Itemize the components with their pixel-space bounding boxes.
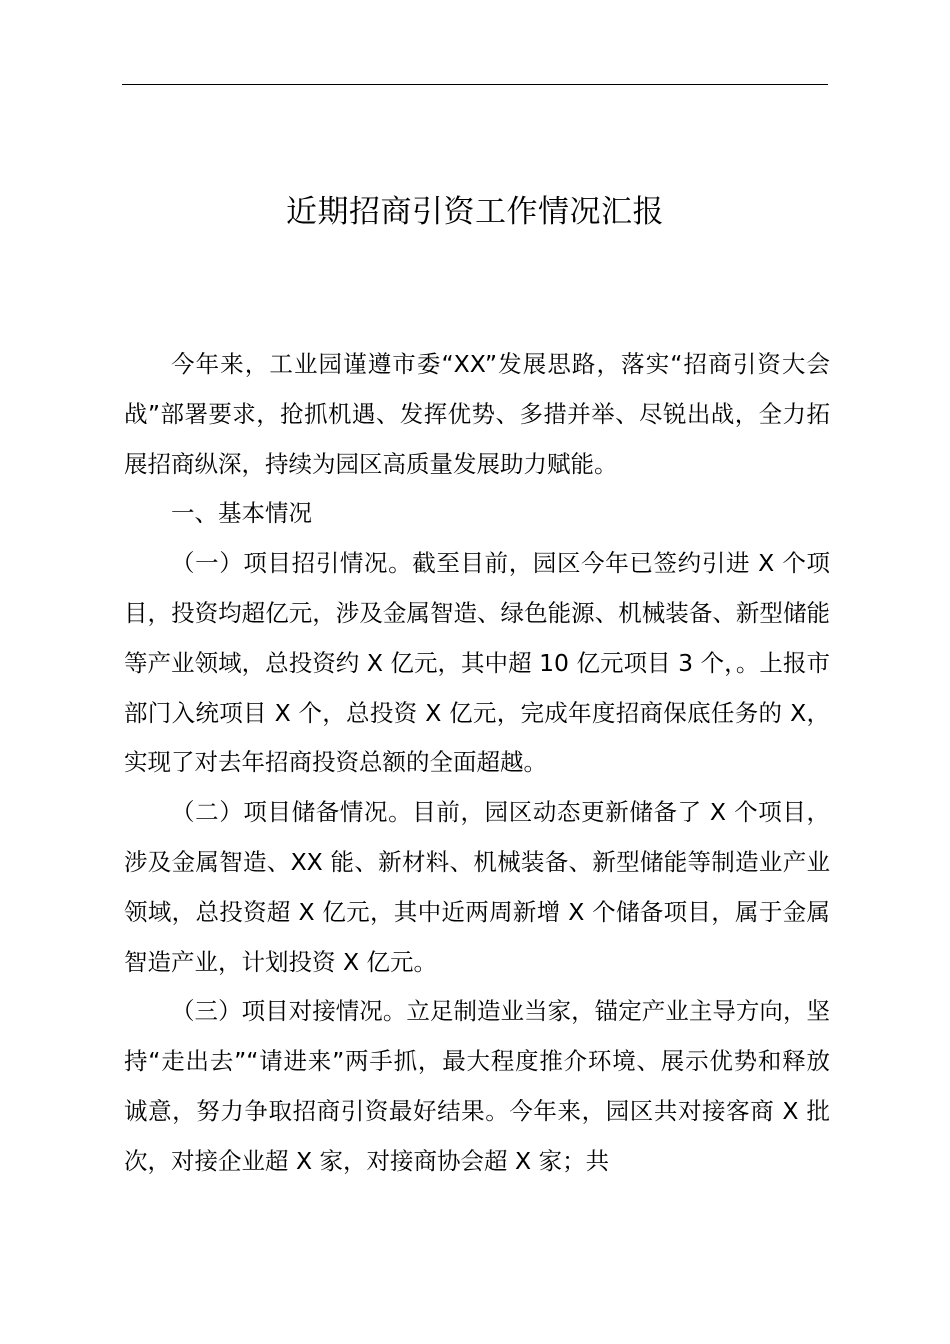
header-rule — [122, 84, 828, 85]
document-body — [124, 340, 830, 1187]
paragraph-project-docking: （三）项目对接情况。立足制造业当家，锚定产业主导方向，坚持“走出去”“请进来”两手抓，最大程度推介环境、展示优势和释放诚意，努力争取招商引资最好结果。今年来，园区共对接客商 X 批次，对接企业超 X 家，对接商协会超 X 家；共 — [124, 997, 830, 1175]
section-heading: 一、基本情况 — [171, 499, 312, 528]
paragraph-project-reserve: （二）项目储备情况。目前，园区动态更新储备了 X 个项目，涉及金属智造、XX 能、新材料、机械装备、新型储能等制造业产业领域，总投资超 X 亿元，其中近两周新增 X 个储备项目，属于金属智造产业，计划投资 X 亿元。 — [124, 798, 830, 976]
intro-paragraph: 今年来，工业园谨遵市委“XX”发展思路，落实“招商引资大会战”部署要求，抢抓机遇、发挥优势、多措并举、尽锐出战，全力拓展招商纵深，持续为园区高质量发展助力赋能。 — [124, 350, 830, 478]
paragraph-project-attraction: （一）项目招引情况。截至目前，园区今年已签约引进 X 个项目，投资均超亿元，涉及金属智造、绿色能源、机械装备、新型储能等产业领域，总投资约 X 亿元，其中超 10 亿元项目 3 个，。上报市部门入统项目 X 个，总投资 X 亿元，完成年度招商保底任务的 X，实现了对去年招商投资总额的全面超越。 — [124, 549, 830, 777]
document-title: 近期招商引资工作情况汇报 — [286, 194, 664, 230]
